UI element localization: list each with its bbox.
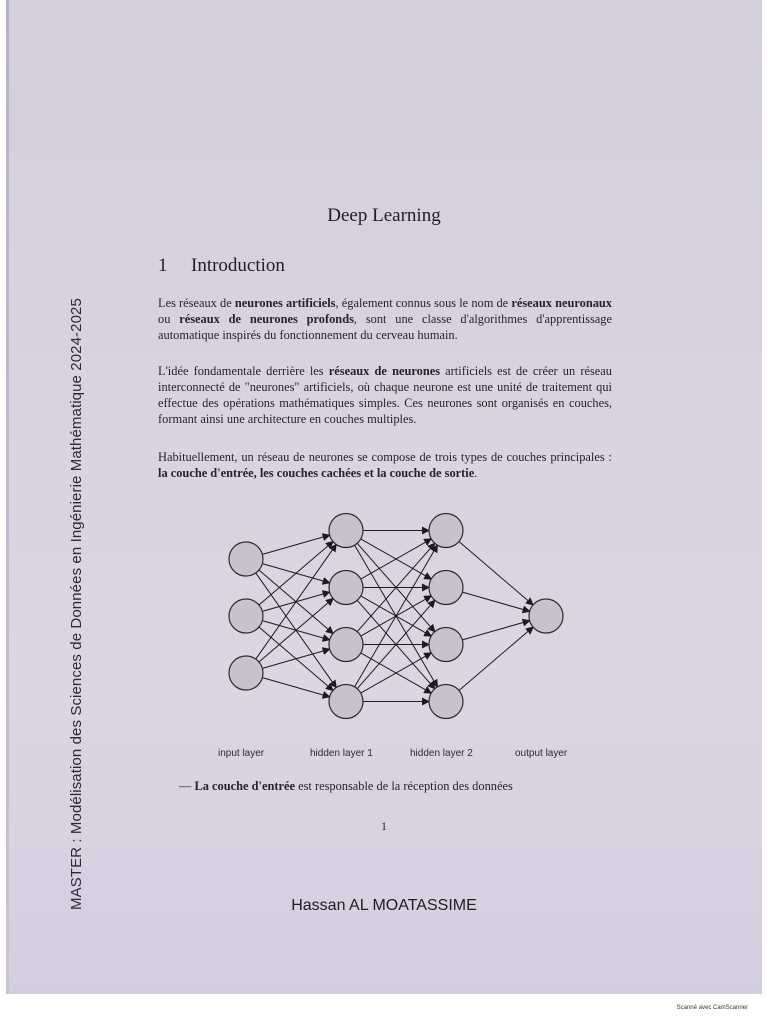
paragraph: [158, 295, 612, 343]
bold-term: neurones artificiels: [234, 296, 336, 310]
scanner-watermark: Scanné avec CamScanner: [676, 1005, 748, 1011]
bullet-text: est responsable de la réception des données: [294, 779, 513, 793]
hidden2-neuron-node: [429, 571, 463, 605]
author-name: Hassan AL MOATASSIME: [291, 897, 477, 914]
document-title: Deep Learning: [327, 205, 441, 226]
connection-edge: [459, 627, 533, 690]
output-neuron-node: [529, 599, 563, 633]
scanned-page: [6, 0, 762, 994]
paragraph: [158, 449, 612, 481]
connection-edge: [462, 621, 529, 640]
text-run: Habituellement, un réseau de neurones se compose de trois types de couches principales :: [158, 450, 612, 464]
connection-edge: [256, 544, 336, 659]
connection-edge: [462, 592, 529, 611]
bullet-dash: —: [179, 779, 192, 793]
hidden1-neuron-node: [329, 571, 363, 605]
neural-network-diagram: [206, 508, 586, 778]
text-run: , également connus sous le nom de: [335, 296, 512, 310]
paragraph: [158, 363, 612, 427]
hidden-layer-2-label: hidden layer 2: [410, 748, 473, 759]
text-run: L'idée fondamentale derrière les: [158, 364, 329, 378]
text-run: artificiels est de créer un réseau interconnecté de "neurones" artificiels, où chaque neurone est une unité de traitement qui effectue des opérations mathématiques simples. Ces neurones sont organisés en couches, formant ainsi une architecture en couches multiples.: [158, 364, 612, 426]
input-neuron-node: [229, 599, 263, 633]
page-edge-shadow: [6, 0, 9, 994]
section-title: Introduction: [191, 255, 285, 276]
section-number: 1: [158, 255, 168, 276]
section-heading: [158, 255, 285, 277]
bullet-bold-term: La couche d'entrée: [194, 779, 295, 793]
connection-edge: [262, 535, 329, 554]
hidden-layer-1-label: hidden layer 1: [310, 748, 373, 759]
text-run: , sont une classe d'algorithmes d'apprentissage automatique inspirés du fonctionnement du cerveau humain.: [158, 312, 612, 342]
bullet-item: [179, 779, 619, 794]
input-neuron-node: [229, 542, 263, 576]
input-layer-label: input layer: [218, 748, 265, 759]
hidden2-neuron-node: [429, 514, 463, 548]
bold-term: réseaux de neurones profonds: [179, 312, 354, 326]
connection-edge: [262, 678, 329, 697]
connection-edge: [259, 599, 333, 662]
page-number: 1: [381, 819, 387, 833]
text-run: Les réseaux de: [158, 296, 235, 310]
hidden1-neuron-node: [329, 514, 363, 548]
input-neuron-node: [229, 656, 263, 690]
hidden1-neuron-node: [329, 685, 363, 719]
connection-edge: [459, 542, 533, 605]
connection-edge: [262, 649, 329, 668]
connection-edge: [259, 542, 333, 605]
text-run: .: [474, 466, 478, 480]
hidden2-neuron-node: [429, 685, 463, 719]
bold-term: réseaux de neurones: [328, 364, 441, 378]
bold-term: réseaux neuronaux: [511, 296, 612, 310]
hidden2-neuron-node: [429, 628, 463, 662]
output-layer-label: output layer: [515, 748, 568, 759]
bold-term: la couche d'entrée, les couches cachées et la couche de sortie: [158, 466, 475, 480]
text-run: ou: [158, 312, 180, 326]
program-sidebar-label: MASTER : Modélisation des Sciences de Données en Ingénierie Mathématique 2024-2025: [68, 298, 85, 910]
hidden1-neuron-node: [329, 628, 363, 662]
